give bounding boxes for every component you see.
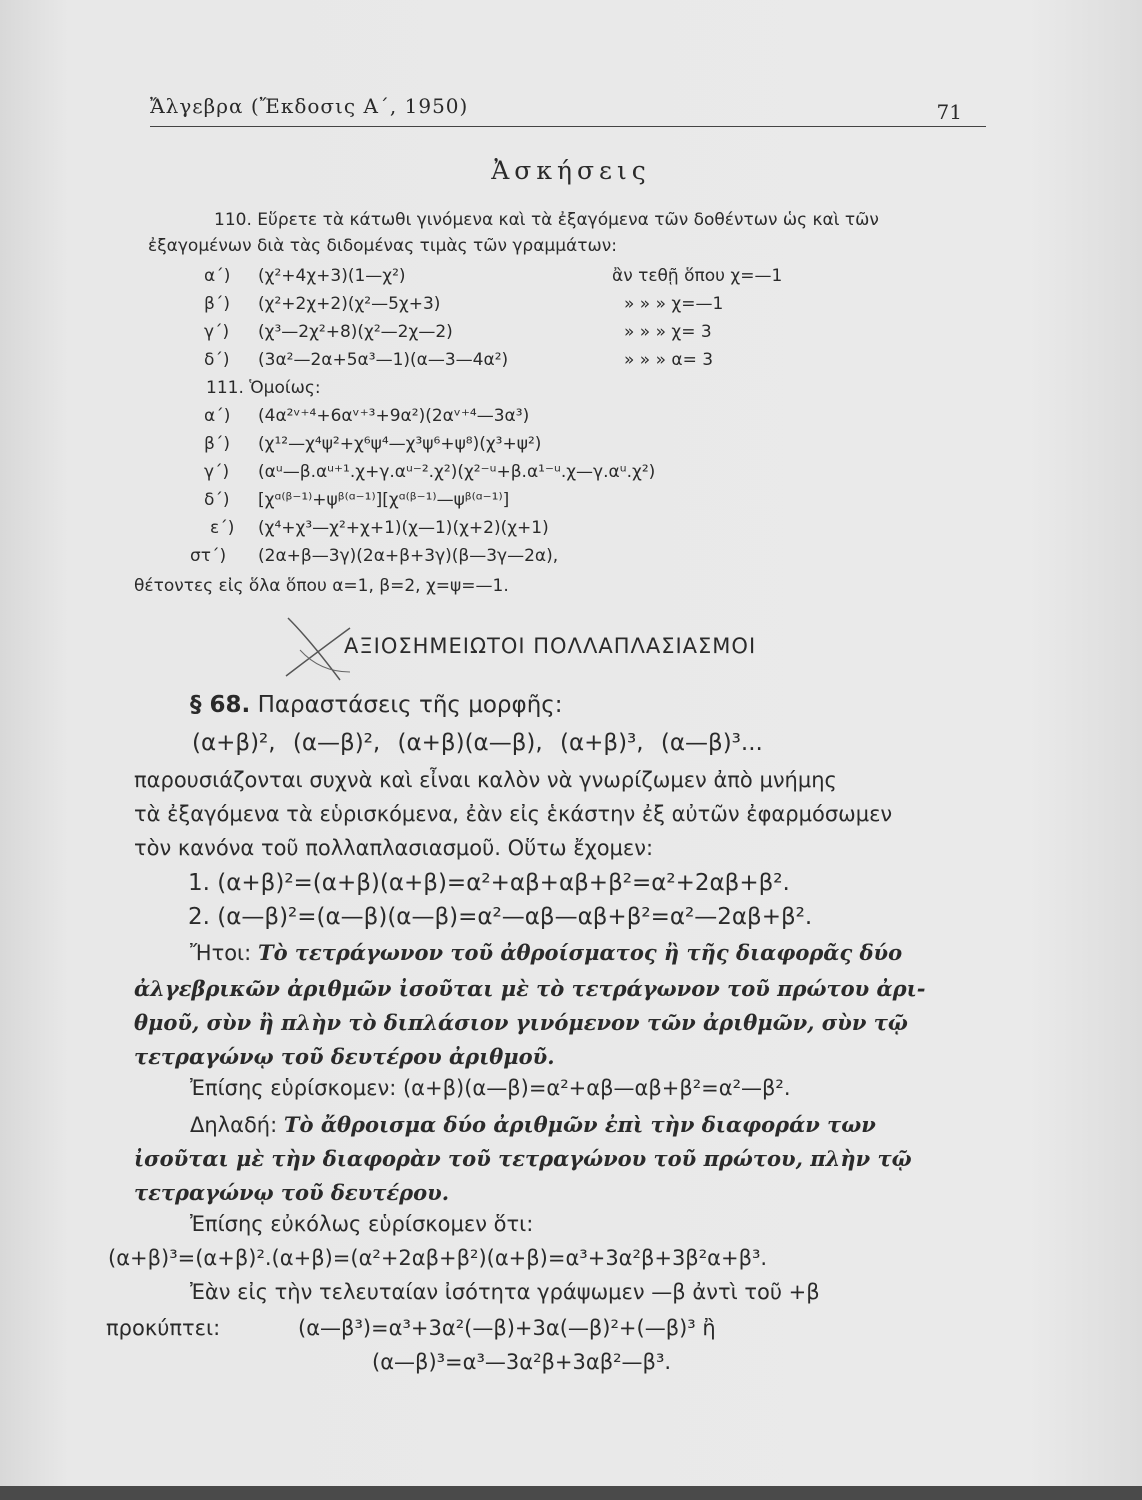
body-text-4: Ἐὰν εἰς τὴν τελευταίαν ἰσότητα γράψωμεν —β ἀντὶ τοῦ +β — [190, 1280, 820, 1304]
item-condition: » » » χ= 3 — [624, 322, 712, 342]
rule-1-text-d: τετραγώνῳ τοῦ δευτέρου ἀριθμοῦ. — [134, 1044, 555, 1069]
paragraph-label: § 68. — [190, 692, 251, 718]
item-label: γ΄) — [204, 322, 230, 342]
body-text-3: τὸν κανόνα τοῦ πολλαπλασιασμοῦ. Οὕτω ἔχομεν: — [134, 836, 654, 860]
item-expression: (4α²ᵛ⁺⁴+6αᵛ⁺³+9α²)(2αᵛ⁺⁴—3α³) — [258, 406, 530, 426]
item-label: γ΄) — [204, 462, 230, 482]
item-expression: (χ⁴+χ³—χ²+χ+1)(χ—1)(χ+2)(χ+1) — [258, 518, 549, 538]
rule-1-text-a: Τὸ τετράγωνον τοῦ ἀθροίσματος ἢ τῆς διαφορᾶς δύο — [257, 940, 903, 965]
exercises-heading: Ἀσκήσεις — [491, 156, 651, 185]
body-text-5-expression: (α—β³)=α³+3α²(—β)+3α(—β)²+(—β)³ ἢ — [298, 1316, 716, 1340]
rule-2-text-a: Τὸ ἄθροισμα δύο ἀριθμῶν ἐπὶ τὴν διαφοράν των — [283, 1112, 876, 1137]
page-number: 71 — [936, 100, 962, 124]
body-text-1: παρουσιάζονται συχνὰ καὶ εἶναι καλὸν νὰ γνωρίζωμεν ἀπὸ μνήμης — [134, 768, 837, 792]
rule-1-lead: Ἤτοι: — [190, 941, 252, 965]
item-expression: (χ²+4χ+3)(1—χ²) — [258, 266, 406, 286]
item-expression: [χᵅ⁽ᵝ⁻¹⁾+ψᵝ⁽ᵅ⁻¹⁾][χᵅ⁽ᵝ⁻¹⁾—ψᵝ⁽ᵅ⁻¹⁾] — [258, 490, 510, 510]
rule-1-text-c: θμοῦ, σὺν ἢ πλὴν τὸ διπλάσιον γινόμενον τῶν ἀριθμῶν, σὺν τῷ — [134, 1010, 908, 1035]
item-expression: (αᵘ—β.αᵘ⁺¹.χ+γ.αᵘ⁻².χ²)(χ²⁻ᵘ+β.α¹⁻ᵘ.χ—γ.αᵘ.χ²) — [258, 462, 656, 482]
rule-2-text-b: ἰσοῦται μὲ τὴν διαφορὰν τοῦ τετραγώνου τοῦ πρώτου, πλὴν τῷ — [134, 1146, 912, 1171]
item-label: α΄) — [204, 406, 231, 426]
rule-1 — [190, 940, 902, 965]
item-label: ε΄) — [210, 518, 235, 538]
ex111-footer: θέτοντες εἰς ὅλα ὅπου α=1, β=2, χ=ψ=—1. — [134, 576, 509, 596]
rule-2-text-c: τετραγώνῳ τοῦ δευτέρου. — [134, 1180, 449, 1205]
section-title: ΑΞΙΟΣΗΜΕΙΩΤΟΙ ΠΟΛΛΑΠΛΑΣΙΑΣΜΟΙ — [344, 634, 757, 658]
body-text-5-lead: προκύπτει: — [106, 1316, 221, 1340]
rule-2-lead: Δηλαδή: — [190, 1113, 278, 1137]
page-header — [150, 92, 986, 127]
item-label: β΄) — [204, 294, 230, 314]
paragraph-intro-text: Παραστάσεις τῆς μορφῆς: — [257, 692, 563, 718]
equation-3: (α+β)³=(α+β)².(α+β)=(α²+2αβ+β²)(α+β)=α³+3α²β+3β²α+β³. — [108, 1246, 768, 1270]
item-condition: ἂν τεθῇ ὅπου χ=—1 — [612, 266, 783, 286]
ex111-title: 111. Ὁμοίως: — [206, 378, 321, 398]
forms-line: (α+β)², (α—β)², (α+β)(α—β), (α+β)³, (α—β)³... — [192, 730, 763, 756]
item-label: α΄) — [204, 266, 231, 286]
rule-1-text-b: ἀλγεβρικῶν ἀριθμῶν ἰσοῦται μὲ τὸ τετράγωνον τοῦ πρώτου ἀρι- — [134, 976, 926, 1001]
also-2: Ἐπίσης εὐκόλως εὑρίσκομεν ὅτι: — [190, 1212, 534, 1236]
item-condition: » » » χ=—1 — [624, 294, 724, 314]
item-label: β΄) — [204, 434, 230, 454]
body-text-2: τὰ ἐξαγόμενα τὰ εὑρισκόμενα, ἐὰν εἰς ἑκάστην ἐξ αὐτῶν ἐφαρμόσωμεν — [134, 802, 893, 826]
equation-2: 2. (α—β)²=(α—β)(α—β)=α²—αβ—αβ+β²=α²—2αβ+β². — [188, 904, 813, 930]
item-label: δ΄) — [204, 490, 230, 510]
item-label: στ΄) — [190, 546, 227, 566]
item-expression: (χ¹²—χ⁴ψ²+χ⁶ψ⁴—χ³ψ⁶+ψ⁸)(χ³+ψ²) — [258, 434, 542, 454]
equation-4: (α—β)³=α³—3α²β+3αβ²—β³. — [372, 1350, 672, 1374]
rule-2 — [190, 1112, 876, 1137]
running-head: Ἄλγεβρα (Ἔκδοσις Α΄, 1950) — [150, 94, 469, 118]
item-expression: (χ²+2χ+2)(χ²—5χ+3) — [258, 294, 441, 314]
equation-1: 1. (α+β)²=(α+β)(α+β)=α²+αβ+αβ+β²=α²+2αβ+β². — [188, 870, 790, 896]
item-expression: (χ³—2χ²+8)(χ²—2χ—2) — [258, 322, 453, 342]
ex110-line2: ἐξαγομένων διὰ τὰς διδομένας τιμὰς τῶν γραμμάτων: — [148, 236, 617, 256]
item-expression: (3α²—2α+5α³—1)(α—3—4α²) — [258, 350, 509, 370]
also-1: Ἐπίσης εὑρίσκομεν: (α+β)(α—β)=α²+αβ—αβ+β²=α²—β². — [190, 1076, 791, 1100]
page-bottom-edge — [0, 1486, 1142, 1500]
paragraph-intro — [190, 692, 563, 718]
item-condition: » » » α= 3 — [624, 350, 714, 370]
ex110-line1: 110. Εὕρετε τὰ κάτωθι γινόμενα καὶ τὰ ἐξαγόμενα τῶν δοθέντων ὡς καὶ τῶν — [214, 210, 879, 230]
item-expression: (2α+β—3γ)(2α+β+3γ)(β—3γ—2α), — [258, 546, 559, 566]
item-label: δ΄) — [204, 350, 230, 370]
